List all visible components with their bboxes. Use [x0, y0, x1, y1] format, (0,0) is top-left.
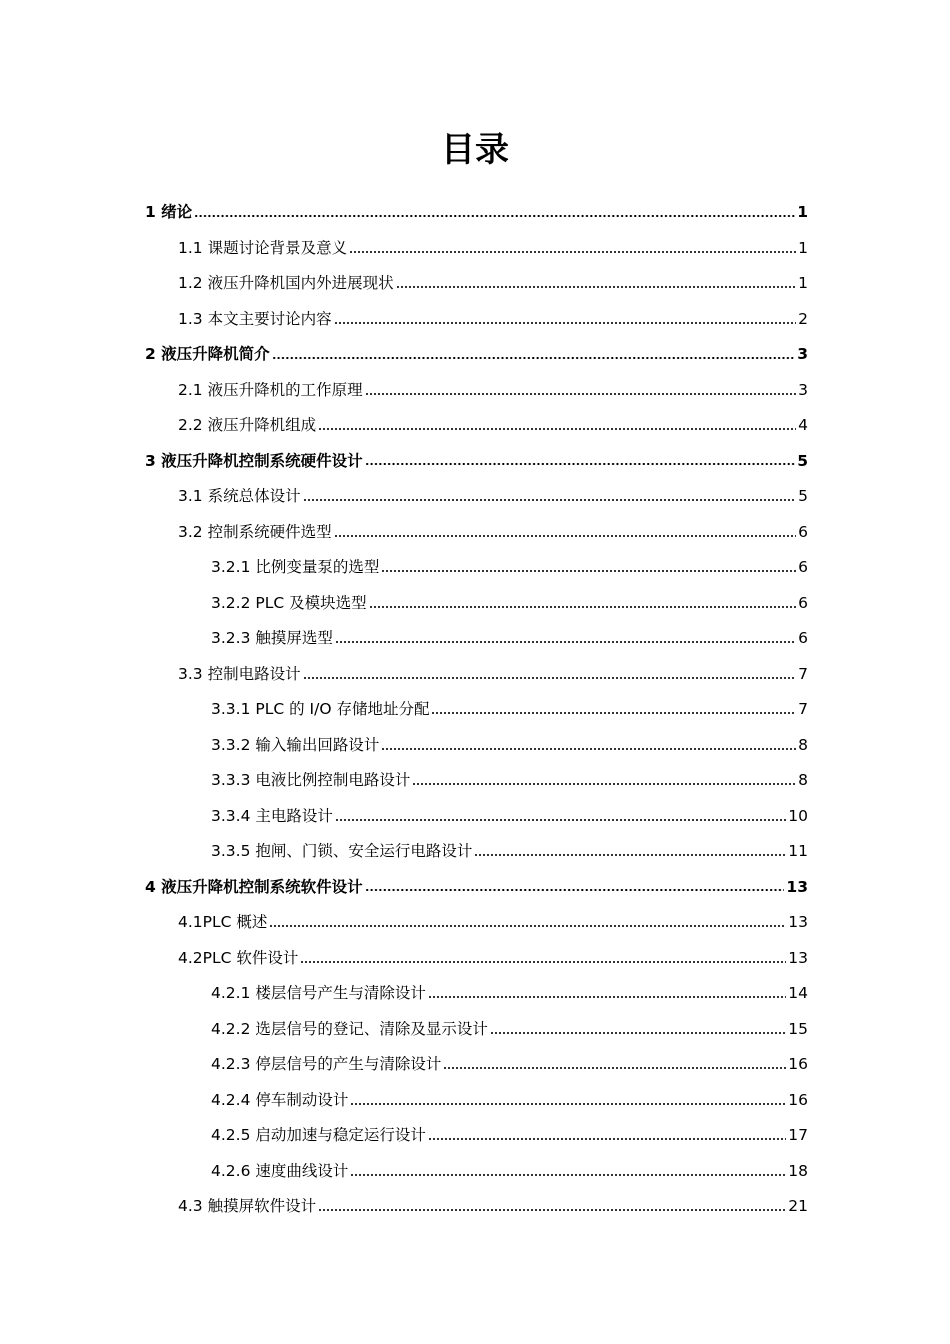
- toc-entry[interactable]: [211, 762, 808, 798]
- toc-entry[interactable]: [178, 230, 808, 266]
- toc-entry-page-number: 5: [797, 451, 808, 470]
- toc-entry-page-number: 18: [788, 1161, 808, 1180]
- dot-leader: [365, 463, 796, 465]
- toc-entry-label: 4 液压升降机控制系统软件设计: [145, 877, 363, 896]
- dot-leader: [349, 251, 796, 253]
- dot-leader: [303, 677, 797, 679]
- toc-entry-page-number: 17: [788, 1126, 808, 1144]
- dot-leader: [194, 215, 795, 217]
- toc-entry[interactable]: [178, 514, 808, 550]
- dot-leader: [396, 286, 797, 288]
- toc-entry[interactable]: [211, 1117, 808, 1153]
- toc-entry-label: 2.1 液压升降机的工作原理: [178, 380, 363, 399]
- toc-entry[interactable]: [145, 443, 808, 479]
- toc-entry-page-number: 13: [788, 948, 808, 967]
- toc-entry[interactable]: [178, 478, 808, 514]
- toc-entry-page-number: 2: [798, 309, 808, 328]
- toc-entry-label: 1.3 本文主要讨论内容: [178, 309, 332, 328]
- toc-entry[interactable]: [211, 798, 808, 834]
- toc-entry[interactable]: [211, 1153, 808, 1189]
- toc-entry-label: 3.1 系统总体设计: [178, 487, 301, 505]
- toc-entry-label: 3.2.2 PLC 及模块选型: [211, 593, 367, 612]
- toc-entry[interactable]: [178, 407, 808, 443]
- toc-entry-page-number: 8: [798, 771, 808, 789]
- dot-leader: [428, 1138, 786, 1140]
- toc-entry-page-number: 16: [788, 1055, 808, 1073]
- toc-entry[interactable]: [178, 372, 808, 408]
- toc-entry-label: 4.3 触摸屏软件设计: [178, 1197, 317, 1215]
- toc-entry-label: 1.2 液压升降机国内外进展现状: [178, 274, 394, 292]
- toc-entry-label: 3.3.1 PLC 的 I/O 存储地址分配: [211, 700, 430, 718]
- toc-entry-page-number: 6: [798, 593, 808, 612]
- dot-leader: [381, 570, 796, 572]
- toc-entry-label: 3.3.4 主电路设计: [211, 806, 333, 825]
- dot-leader: [334, 535, 797, 537]
- toc-entry-label: 3.2.1 比例变量泵的选型: [211, 558, 380, 576]
- toc-entry[interactable]: [211, 1011, 808, 1047]
- toc-entry-label: 1.1 课题讨论背景及意义: [178, 238, 348, 257]
- dot-leader: [369, 606, 797, 608]
- dot-leader: [269, 925, 786, 927]
- toc-entry-page-number: 6: [798, 522, 808, 541]
- toc-entry-label: 2 液压升降机简介: [145, 345, 270, 363]
- toc-entry-label: 3.3.2 输入输出回路设计: [211, 735, 380, 754]
- toc-entry-page-number: 13: [788, 913, 808, 931]
- dot-leader: [335, 819, 786, 821]
- toc-entry-page-number: 6: [798, 558, 808, 576]
- dot-leader: [490, 1032, 786, 1034]
- toc-entry[interactable]: [211, 727, 808, 763]
- toc-entry-page-number: 1: [798, 274, 808, 292]
- toc-entry-page-number: 14: [788, 984, 808, 1002]
- toc-entry-label: 4.2.4 停车制动设计: [211, 1090, 349, 1109]
- toc-entry-label: 3.2 控制系统硬件选型: [178, 522, 332, 541]
- toc-entry-page-number: 13: [786, 877, 808, 896]
- toc-entry-page-number: 10: [788, 806, 808, 825]
- dot-leader: [474, 854, 786, 856]
- toc-entry-page-number: 3: [798, 380, 808, 399]
- toc-entry[interactable]: [178, 1188, 808, 1224]
- dot-leader: [443, 1067, 786, 1069]
- toc-entry-label: 4.1PLC 概述: [178, 913, 268, 931]
- page-title: 目录: [441, 130, 509, 170]
- dot-leader: [303, 499, 797, 501]
- toc-entry-page-number: 11: [788, 842, 808, 860]
- dot-leader: [365, 393, 797, 395]
- toc-entry[interactable]: [211, 833, 808, 869]
- toc-entry[interactable]: [145, 869, 808, 905]
- toc-entry-label: 3 液压升降机控制系统硬件设计: [145, 451, 363, 470]
- toc-entry-label: 3.3.5 抱闸、门锁、安全运行电路设计: [211, 842, 473, 860]
- toc-entry[interactable]: [178, 301, 808, 337]
- toc-entry[interactable]: [211, 975, 808, 1011]
- toc-entry-label: 4.2.3 停层信号的产生与清除设计: [211, 1055, 442, 1073]
- toc-entry-label: 3.2.3 触摸屏选型: [211, 629, 333, 647]
- toc-entry[interactable]: [211, 1046, 808, 1082]
- dot-leader: [334, 322, 797, 324]
- dot-leader: [365, 889, 785, 891]
- toc-entry-label: 3.3.3 电液比例控制电路设计: [211, 771, 411, 789]
- toc-entry-page-number: 3: [797, 345, 808, 363]
- toc-entry[interactable]: [211, 620, 808, 656]
- toc-entry-page-number: 1: [798, 238, 808, 257]
- dot-leader: [272, 357, 796, 359]
- toc-entry[interactable]: [145, 336, 808, 372]
- toc-entry-page-number: 8: [798, 735, 808, 754]
- toc-entry[interactable]: [178, 265, 808, 301]
- toc-entry-page-number: 16: [788, 1090, 808, 1109]
- toc-entry-label: 4.2PLC 软件设计: [178, 948, 299, 967]
- dot-leader: [318, 1209, 786, 1211]
- toc-entry[interactable]: [178, 940, 808, 976]
- toc-entry-label: 3.3 控制电路设计: [178, 664, 301, 683]
- dot-leader: [381, 748, 796, 750]
- toc-entry-label: 4.2.5 启动加速与稳定运行设计: [211, 1126, 426, 1144]
- dot-leader: [412, 783, 796, 785]
- toc-entry-page-number: 7: [798, 664, 808, 683]
- toc-entry-label: 2.2 液压升降机组成: [178, 416, 317, 434]
- toc-entry-page-number: 21: [788, 1197, 808, 1215]
- toc-entry-label: 4.2.6 速度曲线设计: [211, 1161, 349, 1180]
- toc-entry[interactable]: [211, 691, 808, 727]
- toc-entry[interactable]: [145, 194, 808, 230]
- dot-leader: [350, 1103, 786, 1105]
- dot-leader: [431, 712, 796, 714]
- toc-entry-page-number: 4: [798, 416, 808, 434]
- toc-entry-label: 4.2.2 选层信号的登记、清除及显示设计: [211, 1019, 488, 1038]
- toc-entry-page-number: 15: [788, 1019, 808, 1038]
- toc-entry[interactable]: [211, 585, 808, 621]
- toc-entry-label: 1 绪论: [145, 203, 193, 221]
- toc-entry[interactable]: [178, 904, 808, 940]
- toc-entry-page-number: 6: [798, 629, 808, 647]
- dot-leader: [428, 996, 786, 998]
- toc-entry-page-number: 5: [798, 487, 808, 505]
- dot-leader: [300, 961, 786, 963]
- toc-entry[interactable]: [211, 1082, 808, 1118]
- toc-entry-page-number: 1: [797, 203, 808, 221]
- dot-leader: [335, 641, 796, 643]
- toc-entry[interactable]: [178, 656, 808, 692]
- toc-entry[interactable]: [211, 549, 808, 585]
- dot-leader: [318, 428, 796, 430]
- dot-leader: [350, 1174, 786, 1176]
- toc-entry-page-number: 7: [798, 700, 808, 718]
- toc-entry-label: 4.2.1 楼层信号产生与清除设计: [211, 984, 426, 1002]
